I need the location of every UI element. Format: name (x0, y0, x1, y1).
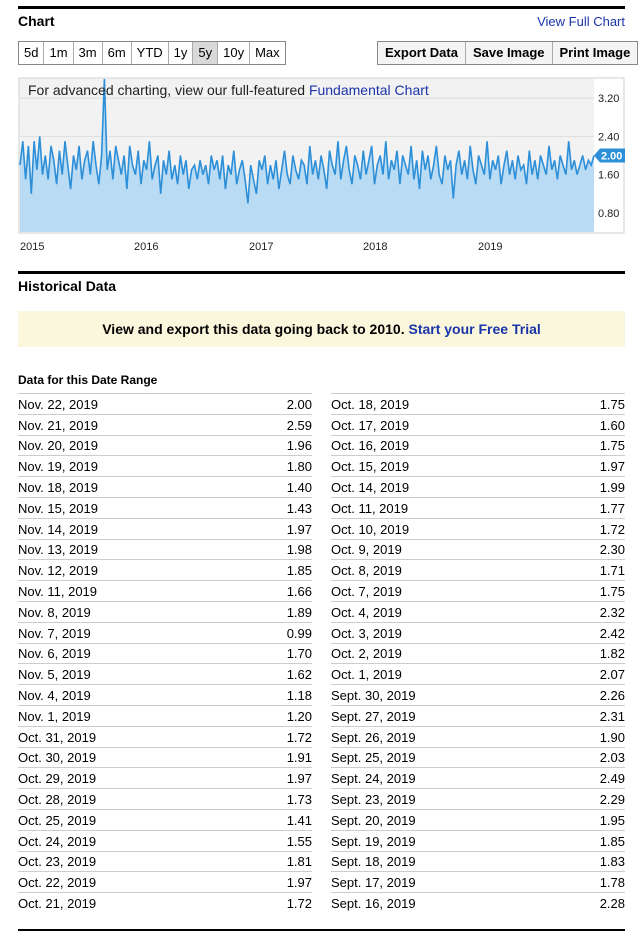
row-value: 1.70 (286, 646, 312, 662)
row-date: Nov. 19, 2019 (18, 459, 98, 475)
row-date: Sept. 24, 2019 (331, 771, 416, 787)
row-value: 1.72 (599, 521, 625, 537)
row-value: 1.90 (599, 729, 625, 745)
table-row (18, 497, 312, 518)
row-date: Nov. 12, 2019 (18, 563, 98, 579)
table-row (331, 539, 625, 560)
y-tick-label: 2.40 (598, 131, 620, 144)
chart-tools (377, 41, 638, 65)
table-row (18, 747, 312, 768)
table-row (331, 518, 625, 539)
range-tab-10y[interactable]: 10y (218, 42, 250, 64)
row-value: 1.85 (599, 833, 625, 849)
table-row (18, 809, 312, 830)
row-date: Oct. 16, 2019 (331, 438, 410, 454)
table-row (331, 622, 625, 643)
row-value: 1.41 (286, 812, 312, 828)
row-value: 2.03 (599, 750, 625, 766)
table-row (18, 435, 312, 456)
row-date: Oct. 7, 2019 (331, 584, 402, 600)
row-date: Sept. 27, 2019 (331, 708, 416, 724)
table-row (18, 414, 312, 435)
table-row (18, 559, 312, 580)
row-date: Oct. 31, 2019 (18, 729, 97, 745)
row-date: Nov. 6, 2019 (18, 646, 91, 662)
row-value: 1.97 (286, 771, 312, 787)
row-value: 1.60 (599, 417, 625, 433)
table-row (331, 684, 625, 705)
table-row (18, 851, 312, 872)
table-row (331, 663, 625, 684)
table-row (331, 435, 625, 456)
row-value: 1.98 (286, 542, 312, 558)
historical-section-rule (18, 271, 625, 274)
x-tick-label: 2016 (134, 241, 159, 253)
x-tick-label: 2018 (363, 241, 388, 253)
row-value: 1.75 (599, 438, 625, 454)
row-date: Oct. 9, 2019 (331, 542, 402, 558)
x-tick-label: 2017 (249, 241, 274, 253)
table-row (18, 643, 312, 664)
row-value: 1.66 (286, 584, 312, 600)
range-tab-max[interactable]: Max (250, 42, 285, 64)
row-value: 1.85 (286, 563, 312, 579)
row-date: Oct. 21, 2019 (18, 896, 97, 912)
table-row (331, 747, 625, 768)
promo-text: View and export this data going back to 2010. (102, 321, 409, 337)
row-value: 2.49 (599, 771, 625, 787)
row-date: Nov. 13, 2019 (18, 542, 98, 558)
row-value: 1.83 (599, 854, 625, 870)
row-value: 1.72 (286, 729, 312, 745)
row-value: 1.43 (286, 500, 312, 516)
row-date: Sept. 26, 2019 (331, 729, 416, 745)
row-date: Sept. 18, 2019 (331, 854, 416, 870)
table-row (18, 871, 312, 892)
y-tick-label: 0.80 (598, 207, 620, 220)
row-date: Oct. 25, 2019 (18, 812, 97, 828)
table-row (331, 393, 625, 414)
table-row (331, 726, 625, 747)
row-value: 2.28 (599, 896, 625, 912)
row-value: 1.73 (286, 792, 312, 808)
range-tab-5d[interactable]: 5d (19, 42, 44, 64)
table-row (18, 663, 312, 684)
row-date: Nov. 22, 2019 (18, 396, 98, 412)
advanced-charting-text (28, 82, 429, 98)
row-value: 2.42 (599, 625, 625, 641)
row-value: 1.82 (599, 646, 625, 662)
table-row (331, 497, 625, 518)
row-date: Nov. 8, 2019 (18, 604, 91, 620)
row-value: 1.80 (286, 459, 312, 475)
range-tab-6m[interactable]: 6m (103, 42, 132, 64)
row-value: 1.89 (286, 604, 312, 620)
table-row (18, 476, 312, 497)
view-full-chart-link[interactable]: View Full Chart (537, 14, 625, 29)
fundamental-chart-link[interactable]: Fundamental Chart (308, 82, 429, 98)
table-row (18, 455, 312, 476)
row-date: Oct. 22, 2019 (18, 875, 97, 891)
range-tab-5y[interactable]: 5y (193, 42, 218, 64)
row-date: Nov. 14, 2019 (18, 521, 98, 537)
row-value: 1.97 (599, 459, 625, 475)
row-date: Oct. 30, 2019 (18, 750, 97, 766)
export-data-button[interactable]: Export Data (378, 42, 466, 64)
row-value: 1.71 (599, 563, 625, 579)
date-range-label: Data for this Date Range (18, 373, 158, 387)
row-date: Oct. 18, 2019 (331, 396, 410, 412)
table-row (18, 622, 312, 643)
range-tab-3m[interactable]: 3m (74, 42, 103, 64)
table-row (18, 830, 312, 851)
row-value: 2.32 (599, 604, 625, 620)
row-date: Oct. 3, 2019 (331, 625, 402, 641)
row-value: 1.40 (286, 480, 312, 496)
row-date: Nov. 7, 2019 (18, 625, 91, 641)
x-axis (20, 241, 502, 253)
free-trial-link[interactable]: Start your Free Trial (408, 321, 541, 337)
row-date: Oct. 10, 2019 (331, 521, 410, 537)
row-value: 1.91 (286, 750, 312, 766)
row-value: 1.81 (286, 854, 312, 870)
range-tab-1y[interactable]: 1y (169, 42, 194, 64)
table-row (331, 643, 625, 664)
row-date: Sept. 23, 2019 (331, 792, 416, 808)
print-image-button[interactable]: Print Image (553, 42, 638, 64)
row-date: Nov. 1, 2019 (18, 708, 91, 724)
row-value: 2.59 (286, 417, 312, 433)
table-row (331, 559, 625, 580)
row-date: Sept. 25, 2019 (331, 750, 416, 766)
row-date: Oct. 23, 2019 (18, 854, 97, 870)
row-value: 1.62 (286, 667, 312, 683)
row-value: 1.55 (286, 833, 312, 849)
table-row (18, 684, 312, 705)
row-date: Sept. 30, 2019 (331, 688, 416, 704)
data-column-right (331, 393, 625, 913)
table-row (331, 601, 625, 622)
row-date: Nov. 20, 2019 (18, 438, 98, 454)
row-value: 1.78 (599, 875, 625, 891)
row-value: 1.96 (286, 438, 312, 454)
current-value-label: 2.00 (601, 150, 623, 163)
table-row (331, 788, 625, 809)
y-tick-label: 1.60 (598, 169, 620, 182)
y-tick-label: 3.20 (598, 93, 620, 106)
table-row (331, 705, 625, 726)
row-date: Oct. 11, 2019 (331, 500, 409, 516)
row-value: 1.72 (286, 896, 312, 912)
current-value-marker (594, 149, 625, 163)
row-date: Nov. 18, 2019 (18, 480, 98, 496)
row-date: Nov. 5, 2019 (18, 667, 91, 683)
table-row (331, 851, 625, 872)
table-row (331, 892, 625, 913)
table-row (331, 455, 625, 476)
table-row (18, 788, 312, 809)
table-row (18, 518, 312, 539)
x-tick-label: 2019 (478, 241, 503, 253)
advanced-charting-label: For advanced charting, view our full-featured (28, 82, 309, 98)
row-value: 2.30 (599, 542, 625, 558)
table-row (331, 767, 625, 788)
row-date: Oct. 1, 2019 (331, 667, 402, 683)
table-row (331, 580, 625, 601)
chart (0, 70, 640, 260)
row-value: 1.97 (286, 875, 312, 891)
table-row (18, 539, 312, 560)
row-value: 1.77 (599, 500, 625, 516)
row-date: Nov. 11, 2019 (18, 584, 98, 600)
row-date: Oct. 24, 2019 (18, 833, 97, 849)
row-date: Nov. 15, 2019 (18, 500, 98, 516)
row-date: Nov. 4, 2019 (18, 688, 91, 704)
table-row (18, 767, 312, 788)
table-row (18, 580, 312, 601)
row-date: Oct. 15, 2019 (331, 459, 410, 475)
row-date: Sept. 19, 2019 (331, 833, 416, 849)
historical-title: Historical Data (18, 278, 117, 294)
range-tabs (18, 41, 286, 65)
row-value: 2.07 (599, 667, 625, 683)
row-date: Sept. 16, 2019 (331, 896, 416, 912)
free-trial-banner (18, 311, 625, 347)
table-row (331, 414, 625, 435)
table-row (331, 830, 625, 851)
table-row (331, 476, 625, 497)
x-tick-label: 2015 (20, 241, 45, 253)
row-date: Nov. 21, 2019 (18, 417, 98, 433)
row-value: 2.31 (599, 708, 625, 724)
row-value: 1.99 (599, 480, 625, 496)
row-value: 0.99 (286, 625, 312, 641)
row-date: Oct. 17, 2019 (331, 417, 410, 433)
table-row (18, 705, 312, 726)
row-date: Oct. 28, 2019 (18, 792, 97, 808)
row-date: Sept. 20, 2019 (331, 812, 416, 828)
row-value: 1.18 (286, 688, 312, 704)
row-date: Sept. 17, 2019 (331, 875, 416, 891)
row-value: 2.29 (599, 792, 625, 808)
table-row (331, 871, 625, 892)
save-image-button[interactable]: Save Image (466, 42, 553, 64)
row-value: 2.00 (286, 396, 312, 412)
chart-section-title: Chart (18, 13, 55, 29)
row-date: Oct. 8, 2019 (331, 563, 402, 579)
table-row (18, 892, 312, 913)
chart-section-rule (18, 6, 625, 9)
range-tab-1m[interactable]: 1m (44, 42, 73, 64)
row-value: 2.26 (599, 688, 625, 704)
row-date: Oct. 14, 2019 (331, 480, 410, 496)
table-row (18, 601, 312, 622)
table-row (18, 726, 312, 747)
data-column-left (18, 393, 312, 913)
row-value: 1.75 (599, 396, 625, 412)
table-row (18, 393, 312, 414)
row-date: Oct. 2, 2019 (331, 646, 402, 662)
range-tab-ytd[interactable]: YTD (132, 42, 169, 64)
row-value: 1.20 (286, 708, 312, 724)
bottom-rule (18, 929, 625, 931)
row-value: 1.75 (599, 584, 625, 600)
row-value: 1.97 (286, 521, 312, 537)
row-date: Oct. 29, 2019 (18, 771, 97, 787)
table-row (331, 809, 625, 830)
row-date: Oct. 4, 2019 (331, 604, 402, 620)
row-value: 1.95 (599, 812, 625, 828)
